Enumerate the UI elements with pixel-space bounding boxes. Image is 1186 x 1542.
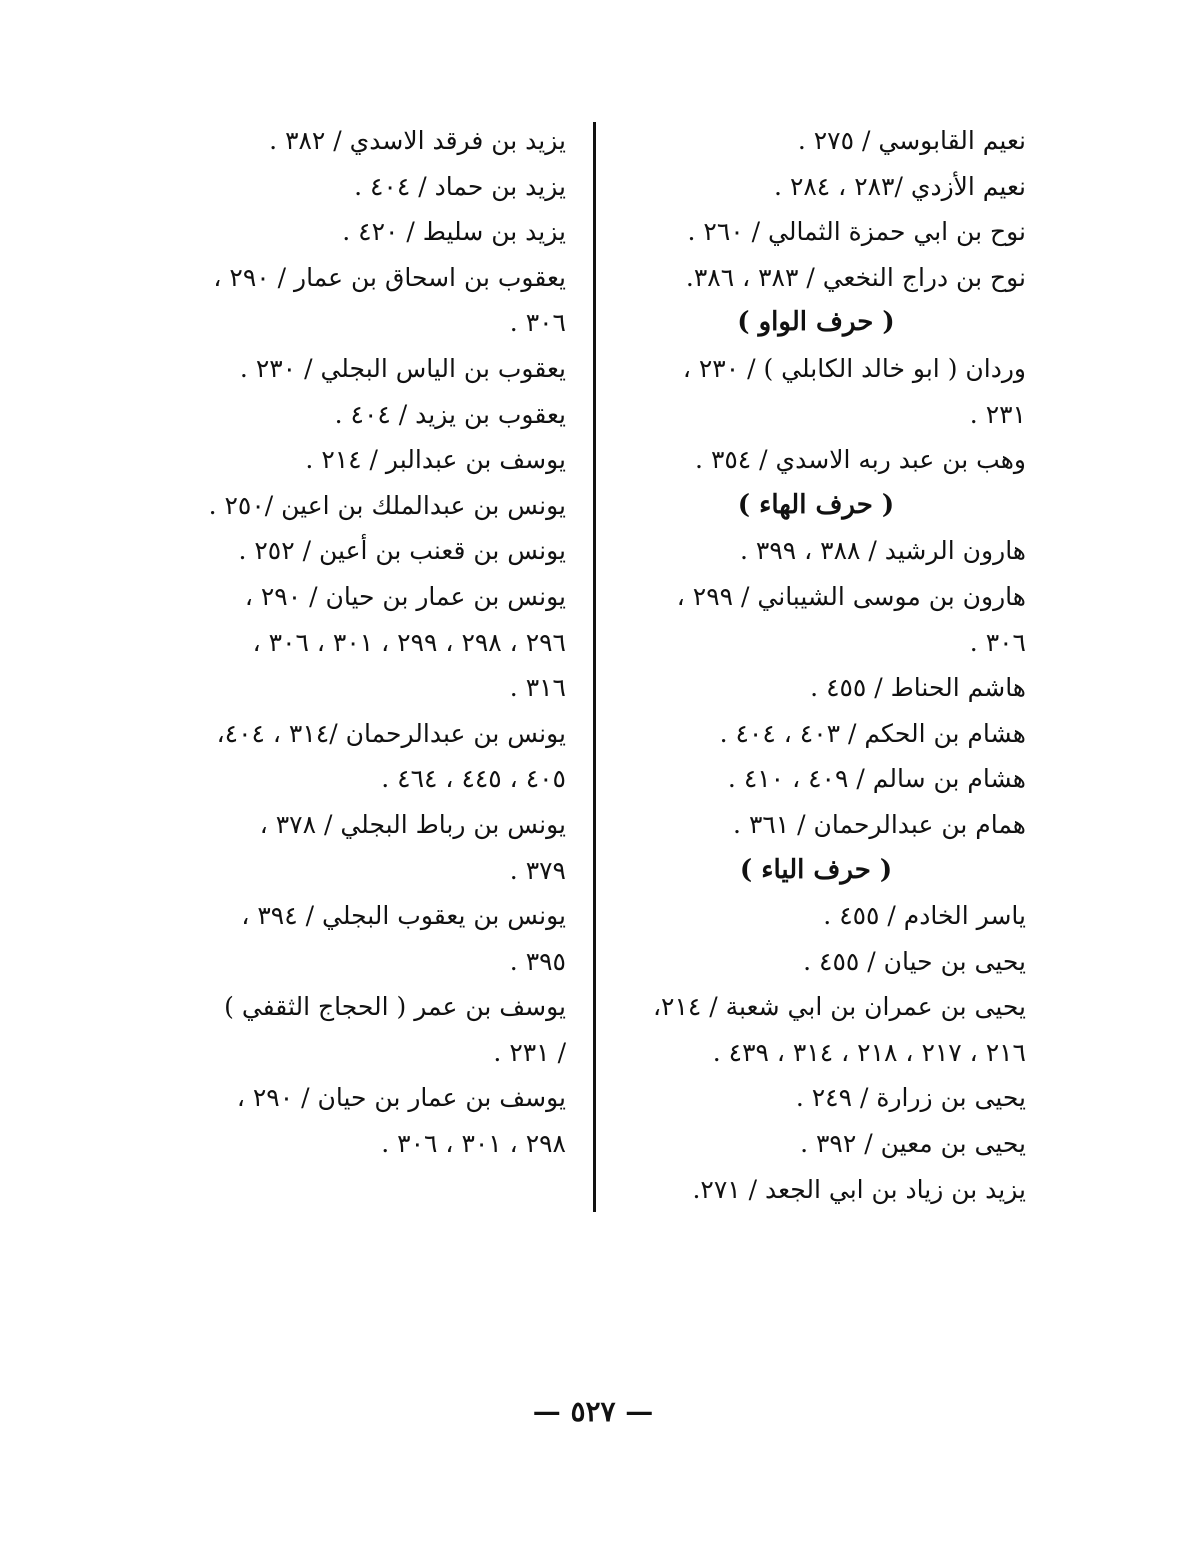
index-entry: نوح بن ابي حمزة الثمالي / ٢٦٠ . bbox=[687, 217, 1026, 247]
right-index-column bbox=[606, 118, 1026, 1212]
index-entry: يعقوب بن الياس البجلي / ٢٣٠ . bbox=[239, 353, 566, 383]
index-entry: يزيد بن زياد بن ابي الجعد / ٢٧١. bbox=[692, 1174, 1026, 1204]
index-entry: هارون الرشيد / ٣٨٨ ، ٣٩٩ . bbox=[739, 536, 1026, 566]
index-entry: يزيد بن حماد / ٤٠٤ . bbox=[354, 171, 566, 201]
index-entry: وهب بن عبد ربه الاسدي / ٣٥٤ . bbox=[695, 445, 1026, 475]
index-entry: يعقوب بن يزيد / ٤٠٤ . bbox=[334, 399, 566, 429]
index-entry: نوح بن دراج النخعي / ٣٨٣ ، ٣٨٦. bbox=[685, 262, 1026, 292]
index-entry-continuation: ٤٠٥ ، ٤٤٥ ، ٤٦٤ . bbox=[381, 764, 566, 794]
index-entry: ياسر الخادم / ٤٥٥ . bbox=[823, 901, 1026, 931]
index-entry: يحيى بن زرارة / ٢٤٩ . bbox=[795, 1083, 1026, 1113]
column-divider bbox=[593, 122, 596, 1212]
index-entry: هشام بن الحكم / ٤٠٣ ، ٤٠٤ . bbox=[719, 718, 1026, 748]
index-entry-continuation: ٢٣١ . bbox=[969, 399, 1026, 429]
index-entry: يونس بن عبدالملك بن اعين /٢٥٠ . bbox=[208, 490, 566, 520]
index-entry: هشام بن سالم / ٤٠٩ ، ٤١٠ . bbox=[727, 764, 1026, 794]
index-entry: يحيى بن عمران بن ابي شعبة / ٢١٤، bbox=[652, 992, 1026, 1022]
index-entry-continuation: / ٢٣١ . bbox=[493, 1037, 566, 1067]
index-entry: هارون بن موسى الشيباني / ٢٩٩ ، bbox=[676, 581, 1026, 611]
index-entry: نعيم القابوسي / ٢٧٥ . bbox=[797, 126, 1026, 155]
index-entry: يونس بن عمار بن حيان / ٢٩٠ ، bbox=[244, 581, 566, 611]
index-entry-continuation: ٣٠٦ . bbox=[969, 627, 1026, 657]
left-index-column bbox=[111, 118, 566, 1167]
page-number: — ٥٢٧ — bbox=[532, 1395, 654, 1428]
index-entry: يونس بن رباط البجلي / ٣٧٨ ، bbox=[259, 809, 566, 839]
index-entry: يونس بن يعقوب البجلي / ٣٩٤ ، bbox=[241, 901, 566, 931]
index-entry: يوسف بن عمر ( الحجاج الثقفي ) bbox=[224, 992, 566, 1022]
index-entry-continuation: ٢٩٦ ، ٢٩٨ ، ٢٩٩ ، ٣٠١ ، ٣٠٦ ، bbox=[252, 627, 566, 657]
index-entry: يحيى بن حيان / ٤٥٥ . bbox=[803, 946, 1026, 976]
index-entry-continuation: ٣٧٩ . bbox=[509, 855, 566, 885]
index-entry: يزيد بن سليط / ٤٢٠ . bbox=[342, 217, 566, 247]
index-entry: نعيم الأزدي /٢٨٣ ، ٢٨٤ . bbox=[774, 171, 1026, 201]
index-entry-continuation: ٢١٦ ، ٢١٧ ، ٢١٨ ، ٣١٤ ، ٤٣٩ . bbox=[712, 1037, 1026, 1067]
index-entry: يحيى بن معين / ٣٩٢ . bbox=[800, 1129, 1026, 1159]
index-entry: هاشم الحناط / ٤٥٥ . bbox=[810, 673, 1026, 703]
section-heading-ya: ( حرف الياء ) bbox=[739, 854, 893, 885]
index-entry: وردان ( ابو خالد الكابلي ) / ٢٣٠ ، bbox=[682, 353, 1026, 383]
index-entry-continuation: ٣٠٦ . bbox=[509, 308, 566, 338]
index-entry-continuation: ٣١٦ . bbox=[509, 673, 566, 703]
section-heading-waw: ( حرف الواو ) bbox=[737, 307, 895, 338]
index-entry: يعقوب بن اسحاق بن عمار / ٢٩٠ ، bbox=[213, 262, 566, 292]
index-entry-continuation: ٢٩٨ ، ٣٠١ ، ٣٠٦ . bbox=[381, 1129, 566, 1159]
index-entry: يوسف بن عبدالبر / ٢١٤ . bbox=[305, 445, 566, 475]
index-entry: يونس بن عبدالرحمان /٣١٤ ، ٤٠٤، bbox=[216, 718, 566, 748]
index-entry: يزيد بن فرقد الاسدي / ٣٨٢ . bbox=[269, 126, 566, 155]
index-entry: همام بن عبدالرحمان / ٣٦١ . bbox=[733, 809, 1026, 839]
index-entry-continuation: ٣٩٥ . bbox=[509, 946, 566, 976]
index-entry: يوسف بن عمار بن حيان / ٢٩٠ ، bbox=[236, 1083, 566, 1113]
index-entry: يونس بن قعنب بن أعين / ٢٥٢ . bbox=[238, 536, 566, 566]
section-heading-ha: ( حرف الهاء ) bbox=[737, 489, 895, 520]
